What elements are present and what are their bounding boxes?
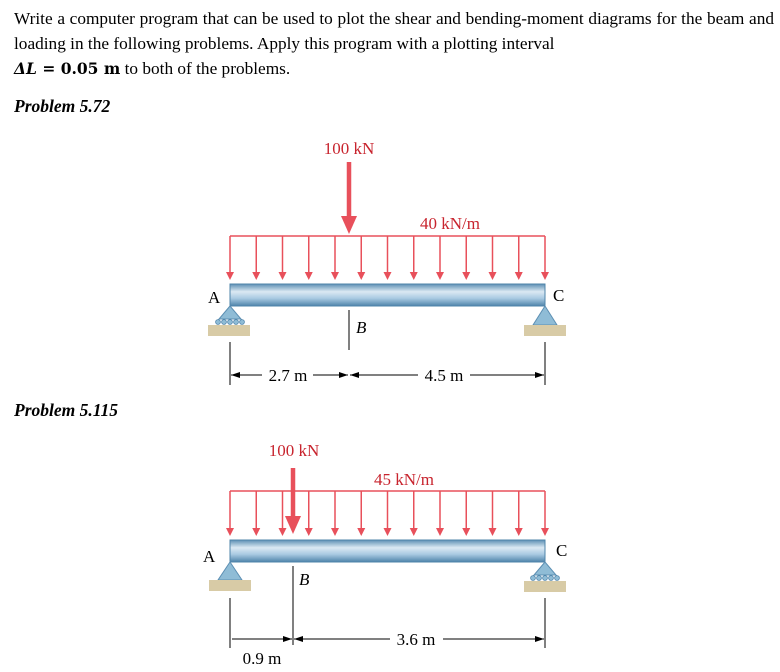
distributed-load-arrow-head (305, 272, 313, 280)
distributed-load-arrow-head (489, 272, 497, 280)
distributed-load-arrow-head (410, 528, 418, 536)
ground-right (524, 325, 566, 336)
interval-symbol: ΔL (14, 59, 37, 78)
distributed-load-label: 45 kN/m (374, 470, 434, 489)
beam-figure-5-115 (203, 441, 567, 668)
distributed-load-arrow-head (252, 528, 260, 536)
interval-value: 0.05 m (60, 59, 121, 78)
distributed-load-arrow-head (331, 272, 339, 280)
distributed-load-arrow-head (410, 272, 418, 280)
label-b: B (299, 570, 310, 589)
distributed-load-arrow-head (462, 272, 470, 280)
label-c: C (553, 286, 565, 305)
statement-line-2: the beam and loading in the following problems. Apply this program with a plotting interval (14, 9, 774, 53)
statement-line-3-tail: to both of the problems. (120, 59, 291, 78)
distributed-load-arrow-head (515, 272, 523, 280)
distributed-load-arrows (226, 491, 549, 536)
distributed-load-arrow-head (252, 272, 260, 280)
distributed-load-arrow-head (226, 272, 234, 280)
distributed-load-arrows (226, 236, 549, 280)
beam (230, 284, 545, 306)
statement-line-1: Write a computer program that can be used to plot the shear and bending-moment diagrams for (14, 9, 677, 28)
beam (230, 540, 545, 562)
distributed-load-arrow-head (279, 272, 287, 280)
distributed-load-arrow-head (436, 272, 444, 280)
label-a: A (208, 288, 221, 307)
distributed-load-arrow-head (541, 272, 549, 280)
ground-left (208, 325, 250, 336)
distributed-load-arrow-head (331, 528, 339, 536)
distributed-load-arrow-head (384, 528, 392, 536)
distributed-load-arrow-head (436, 528, 444, 536)
distributed-load-arrow-head (462, 528, 470, 536)
label-a: A (203, 547, 216, 566)
distributed-load-arrow-head (541, 528, 549, 536)
pin-support-right (533, 306, 557, 325)
point-load-arrow-head (285, 516, 301, 534)
roller-wheels (216, 320, 245, 325)
ground-right (524, 581, 566, 592)
distributed-load-arrow-head (357, 272, 365, 280)
distributed-load-label: 40 kN/m (420, 214, 480, 233)
roller-support-right (534, 562, 556, 575)
distributed-load-arrow-head (515, 528, 523, 536)
point-load-label: 100 kN (323, 139, 375, 158)
dimension-bc: 4.5 m (424, 366, 464, 385)
point-load-label: 100 kN (268, 441, 320, 460)
problem-title-5-72: Problem 5.72 (14, 96, 111, 116)
beam-figure-5-72 (208, 139, 566, 385)
dimension-ab: 0.9 m (242, 649, 282, 668)
ground-left (209, 580, 251, 591)
distributed-load-arrow-head (384, 272, 392, 280)
point-load-arrow-head (341, 216, 357, 234)
distributed-load-arrow-head (279, 528, 287, 536)
roller-support-left (219, 306, 241, 319)
distributed-load-arrow-head (357, 528, 365, 536)
interval-equals: = (36, 59, 61, 78)
distributed-load-arrow-head (305, 528, 313, 536)
label-c: C (556, 541, 568, 560)
distributed-load-arrow-head (226, 528, 234, 536)
distributed-load-arrow-head (489, 528, 497, 536)
dimension-bc: 3.6 m (396, 630, 436, 649)
label-b: B (356, 318, 367, 337)
roller-wheels (531, 576, 560, 581)
pin-support-left (218, 562, 242, 580)
dimension-ab: 2.7 m (268, 366, 308, 385)
problem-title-5-115: Problem 5.115 (14, 400, 119, 420)
